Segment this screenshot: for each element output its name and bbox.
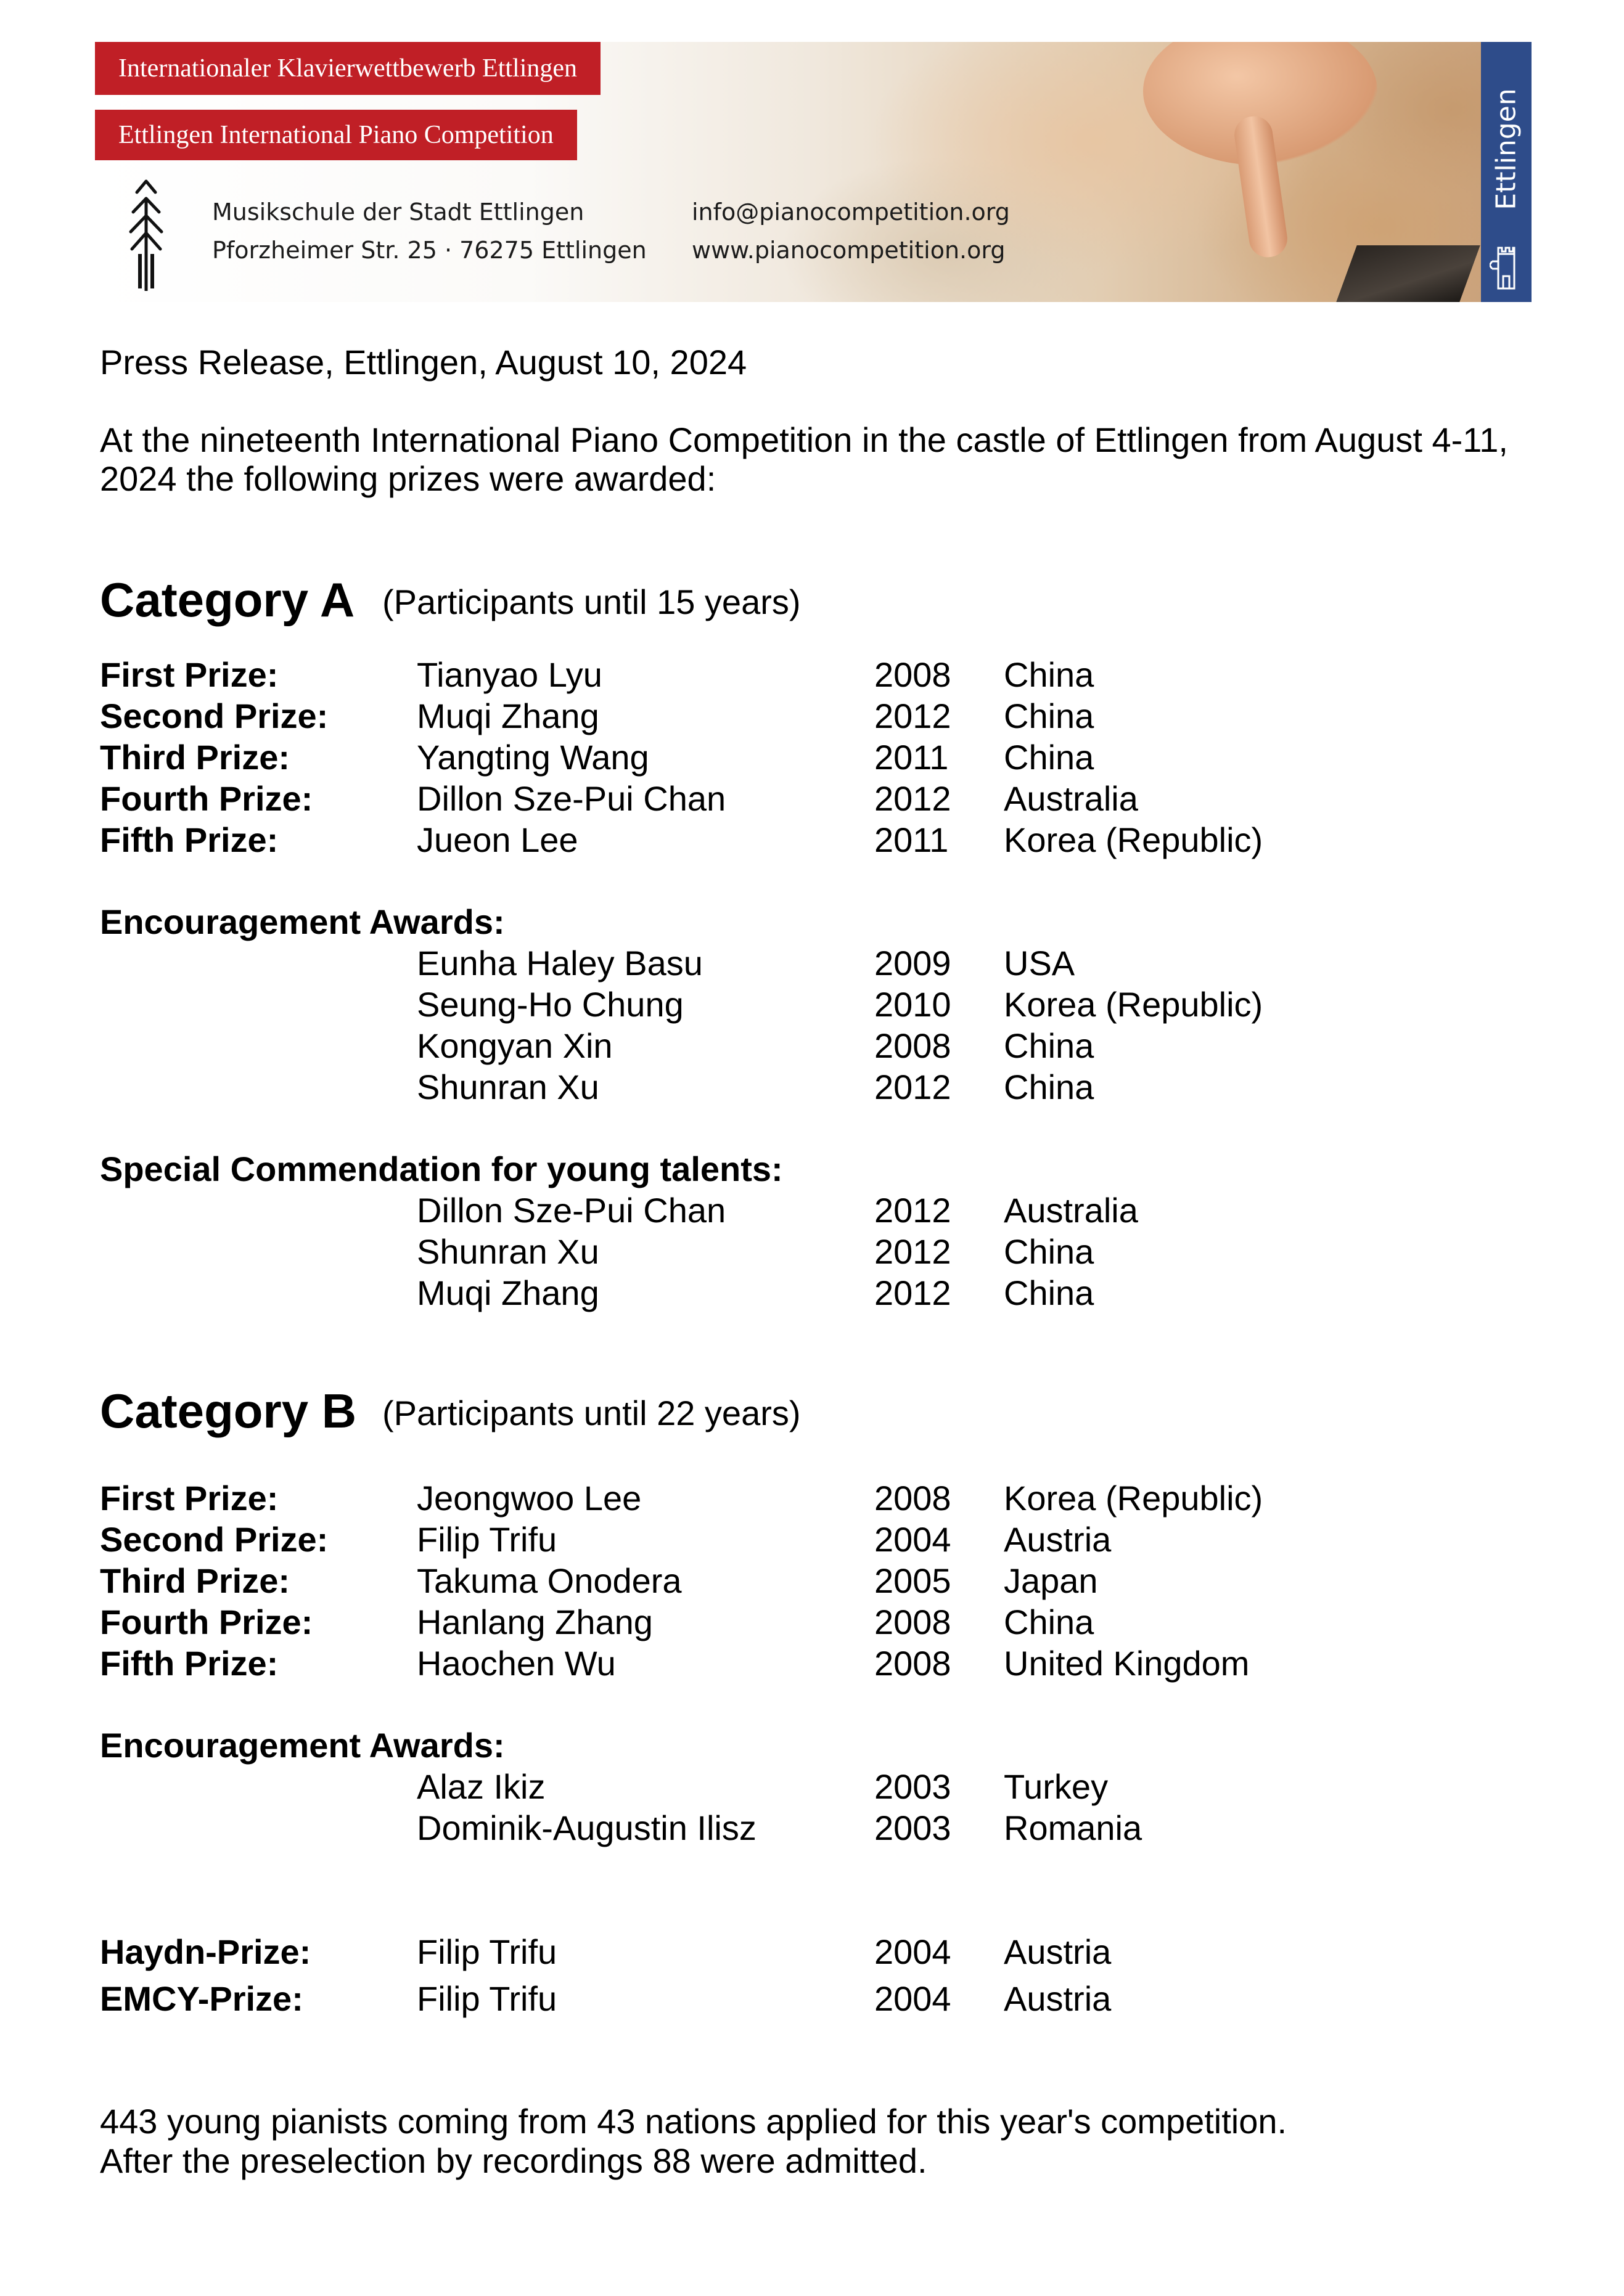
birth-year: 2011 <box>874 738 949 777</box>
birth-year: 2008 <box>874 655 951 694</box>
website-link[interactable]: www.pianocompetition.org <box>692 237 1006 264</box>
birth-year: 2012 <box>874 779 951 818</box>
country: China <box>1004 697 1094 735</box>
country: Japan <box>1004 1561 1098 1600</box>
winner-name: Yangting Wang <box>417 738 649 777</box>
winner-name: Haochen Wu <box>417 1644 616 1683</box>
email-link[interactable]: info@pianocompetition.org <box>692 198 1010 226</box>
intro-line-1: At the nineteenth International Piano Competition in the castle of Ettlingen from August 4-11, <box>100 420 1508 459</box>
table-row <box>0 1932 1624 1972</box>
table-row <box>0 1519 1624 1560</box>
encouragement-heading-a: Encouragement Awards: <box>100 902 505 941</box>
birth-year: 2008 <box>874 1603 951 1641</box>
country: Austria <box>1004 1932 1112 1971</box>
winner-name: Filip Trifu <box>417 1520 557 1559</box>
closing-line-2: After the preselection by recordings 88 were admitted. <box>100 2141 927 2180</box>
prize-label: Third Prize: <box>100 1561 290 1600</box>
table-row <box>0 984 1624 1025</box>
birth-year: 2009 <box>874 944 951 983</box>
winner-name: Takuma Onodera <box>417 1561 682 1600</box>
country: China <box>1004 1603 1094 1641</box>
castle-tower-icon <box>1490 243 1523 292</box>
prize-label: First Prize: <box>100 1479 279 1518</box>
table-row <box>0 1561 1624 1601</box>
birth-year: 2008 <box>874 1644 951 1683</box>
birth-year: 2012 <box>874 1273 951 1312</box>
winner-name: Hanlang Zhang <box>417 1603 653 1641</box>
birth-year: 2010 <box>874 985 951 1024</box>
category-a-title: Category A <box>100 573 355 627</box>
birth-year: 2012 <box>874 1068 951 1106</box>
country: China <box>1004 1068 1094 1106</box>
winner-name: Dominik-Augustin Ilisz <box>417 1808 757 1847</box>
category-b-subtitle: (Participants until 22 years) <box>382 1394 801 1432</box>
birth-year: 2004 <box>874 1520 951 1559</box>
country: United Kingdom <box>1004 1644 1250 1683</box>
winner-name: Filip Trifu <box>417 1979 557 2018</box>
music-school-logo-icon <box>125 174 168 291</box>
intro-line-2: 2024 the following prizes were awarded: <box>100 459 716 498</box>
table-row <box>0 1190 1624 1231</box>
table-row <box>0 1067 1624 1108</box>
prize-label: Fourth Prize: <box>100 1603 313 1641</box>
winner-name: Eunha Haley Basu <box>417 944 703 983</box>
org-name: Musikschule der Stadt Ettlingen <box>212 198 584 226</box>
table-row <box>0 1232 1624 1272</box>
table-row <box>0 1808 1624 1849</box>
winner-name: Tianyao Lyu <box>417 655 602 694</box>
winner-name: Muqi Zhang <box>417 1273 599 1312</box>
birth-year: 2003 <box>874 1767 951 1806</box>
winner-name: Kongyan Xin <box>417 1026 613 1065</box>
piano-keys-photo <box>1336 245 1480 302</box>
country: Australia <box>1004 779 1138 818</box>
winner-name: Seung-Ho Chung <box>417 985 684 1024</box>
winner-name: Dillon Sze-Pui Chan <box>417 1191 726 1230</box>
title-german: Internationaler Klavierwettbewerb Ettlingen <box>95 42 601 95</box>
table-row <box>0 696 1624 737</box>
org-address-block <box>212 193 647 269</box>
prize-label: Fourth Prize: <box>100 779 313 818</box>
birth-year: 2012 <box>874 1191 951 1230</box>
prize-label: Fifth Prize: <box>100 820 279 859</box>
winner-name: Filip Trifu <box>417 1932 557 1971</box>
country: Korea (Republic) <box>1004 1479 1263 1518</box>
dateline: Press Release, Ettlingen, August 10, 2024 <box>100 343 747 382</box>
table-row <box>0 943 1624 984</box>
table-row <box>0 1273 1624 1313</box>
country: China <box>1004 1232 1094 1271</box>
country: USA <box>1004 944 1075 983</box>
table-row <box>0 778 1624 819</box>
closing-line-1: 443 young pianists coming from 43 nations applied for this year's competition. <box>100 2102 1287 2141</box>
table-row <box>0 1602 1624 1643</box>
city-label: Ettlingen <box>1490 88 1522 210</box>
table-row <box>0 1026 1624 1066</box>
country: Korea (Republic) <box>1004 985 1263 1024</box>
winner-name: Shunran Xu <box>417 1232 599 1271</box>
country: China <box>1004 1026 1094 1065</box>
prize-label: Second Prize: <box>100 697 329 735</box>
prize-label: Second Prize: <box>100 1520 329 1559</box>
country: Austria <box>1004 1979 1112 2018</box>
winner-name: Muqi Zhang <box>417 697 599 735</box>
table-row <box>0 1979 1624 2019</box>
winner-name: Dillon Sze-Pui Chan <box>417 779 726 818</box>
winner-name: Jueon Lee <box>417 820 578 859</box>
birth-year: 2008 <box>874 1026 951 1065</box>
country: China <box>1004 738 1094 777</box>
prize-label: First Prize: <box>100 655 279 694</box>
prize-label: Third Prize: <box>100 738 290 777</box>
table-row <box>0 1767 1624 1807</box>
birth-year: 2012 <box>874 697 951 735</box>
table-row <box>0 737 1624 778</box>
birth-year: 2004 <box>874 1979 951 2018</box>
winner-name: Alaz Ikiz <box>417 1767 546 1806</box>
birth-year: 2003 <box>874 1808 951 1847</box>
title-english: Ettlingen International Piano Competition <box>95 110 577 160</box>
city-side-tab <box>1481 42 1532 302</box>
birth-year: 2004 <box>874 1932 951 1971</box>
table-row <box>0 655 1624 695</box>
country: China <box>1004 1273 1094 1312</box>
country: Turkey <box>1004 1767 1109 1806</box>
table-row <box>0 1643 1624 1684</box>
country: China <box>1004 655 1094 694</box>
birth-year: 2005 <box>874 1561 951 1600</box>
prize-label: EMCY-Prize: <box>100 1979 303 2018</box>
country: Australia <box>1004 1191 1138 1230</box>
category-b-title: Category B <box>100 1384 357 1438</box>
special-commendation-heading: Special Commendation for young talents: <box>100 1150 783 1188</box>
country: Korea (Republic) <box>1004 820 1263 859</box>
winner-name: Jeongwoo Lee <box>417 1479 642 1518</box>
table-row <box>0 1478 1624 1519</box>
contact-block <box>692 193 1010 269</box>
letterhead-banner <box>95 42 1532 302</box>
birth-year: 2008 <box>874 1479 951 1518</box>
table-row <box>0 820 1624 860</box>
org-street: Pforzheimer Str. 25 · 76275 Ettlingen <box>212 237 647 264</box>
birth-year: 2011 <box>874 820 949 859</box>
prize-label: Haydn-Prize: <box>100 1932 311 1971</box>
birth-year: 2012 <box>874 1232 951 1271</box>
country: Romania <box>1004 1808 1142 1847</box>
encouragement-heading-b: Encouragement Awards: <box>100 1726 505 1765</box>
winner-name: Shunran Xu <box>417 1068 599 1106</box>
country: Austria <box>1004 1520 1112 1559</box>
category-a-subtitle: (Participants until 15 years) <box>382 582 801 621</box>
prize-label: Fifth Prize: <box>100 1644 279 1683</box>
